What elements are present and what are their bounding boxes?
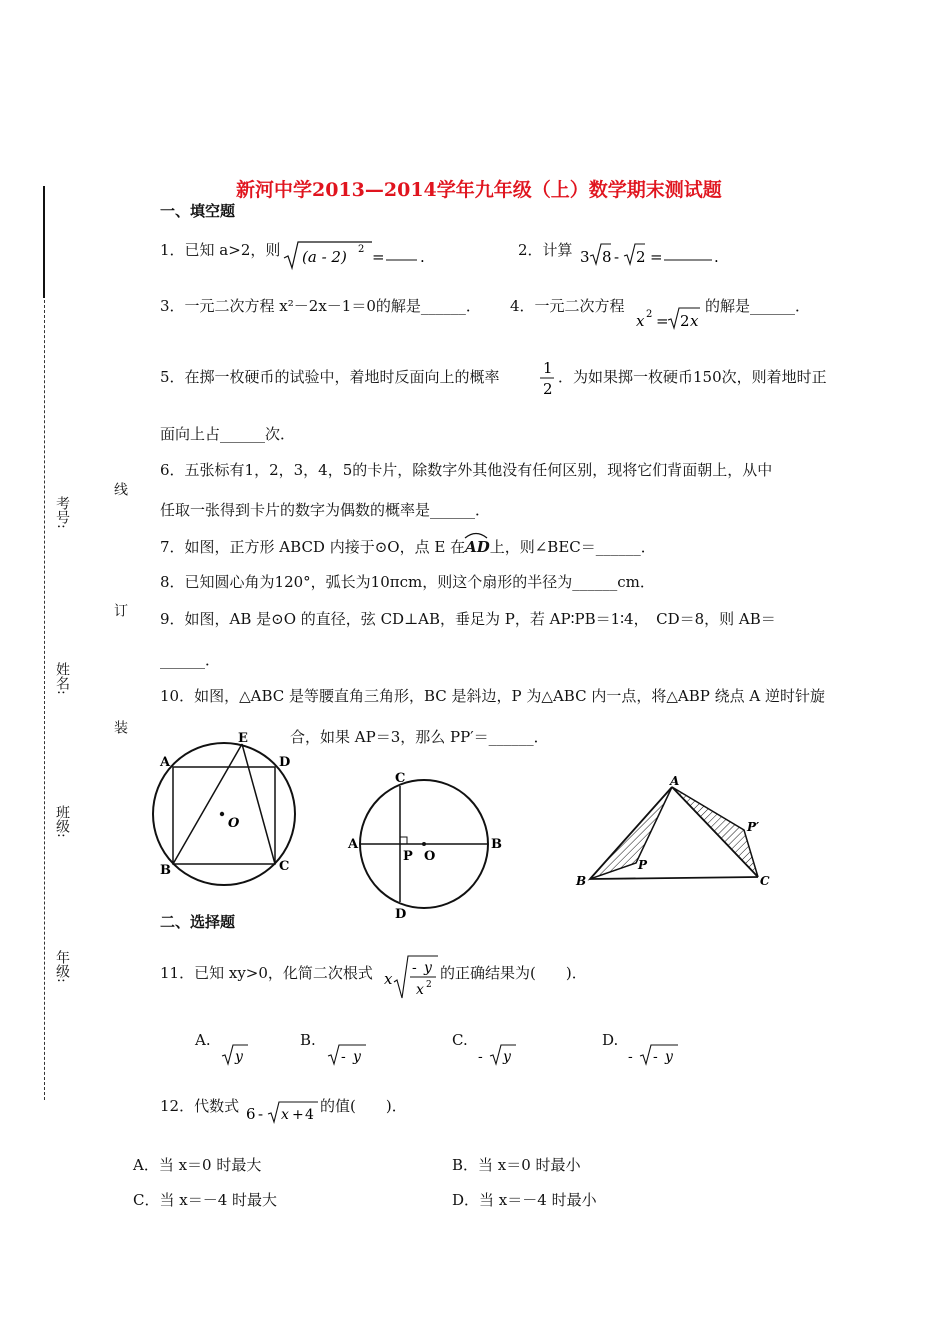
fig3-label-Pprime: P′	[747, 820, 760, 834]
svg-text:.: .	[714, 248, 719, 266]
binding-line-dashed	[44, 300, 45, 1100]
svg-text:-: -	[653, 1049, 658, 1065]
question-1-text: 1．已知 a>2，则	[160, 241, 281, 259]
question-11: 11．已知 xy>0，化简二次根式	[160, 964, 373, 982]
q11-option-c-expr	[476, 1042, 526, 1068]
svg-text:2: 2	[426, 980, 432, 990]
svg-text:2: 2	[646, 309, 653, 320]
fig2-label-P: P	[403, 849, 413, 864]
q12-option-c[interactable]: C．当 x＝－4 时最大	[133, 1191, 278, 1209]
question-1-radical	[282, 238, 432, 272]
question-7-text-b: 上，则∠BEC＝______．	[489, 538, 656, 556]
section-fill-heading: 一、填空题	[160, 202, 236, 220]
svg-text:4: 4	[305, 1107, 314, 1123]
svg-text:=: =	[372, 248, 385, 266]
svg-text:2: 2	[358, 244, 365, 255]
binding-mark-bind: 装	[112, 720, 128, 734]
q11-option-c-label[interactable]: C.	[452, 1031, 468, 1049]
label-grade: 年级:	[54, 950, 70, 983]
question-3: 3．一元二次方程 x²－2x－1＝0的解是______．	[160, 297, 481, 315]
svg-text:-: -	[258, 1105, 264, 1123]
question-12-expr	[244, 1098, 324, 1126]
question-5-line-1b: ．为如果掷一枚硬币150次，则着地时正	[558, 368, 827, 386]
question-5-line-1: 5．在掷一枚硬币的试验中，着地时反面向上的概率	[160, 368, 500, 386]
question-8: 8．已知圆心角为120°，弧长为10πcm，则这个扇形的半径为______cm．	[160, 573, 655, 591]
svg-text:x: x	[636, 312, 645, 330]
page-title: 新河中学2013—2014学年九年级（上）数学期末测试题	[236, 179, 722, 201]
question-1	[160, 240, 280, 260]
svg-text:-: -	[412, 960, 417, 976]
svg-text:-: -	[614, 248, 620, 266]
svg-text:2: 2	[680, 312, 690, 330]
figure-circle-chord	[345, 768, 505, 924]
binding-line-solid	[43, 186, 45, 298]
question-7	[160, 537, 656, 557]
q12-option-b[interactable]: B．当 x＝0 时最小	[452, 1156, 581, 1174]
svg-text:x: x	[690, 312, 699, 330]
svg-text:.: .	[420, 248, 425, 266]
svg-text:-: -	[341, 1049, 346, 1065]
q11-option-d-label[interactable]: D.	[602, 1031, 619, 1049]
question-11-tail: 的正确结果为( )．	[440, 964, 587, 982]
question-4-tail: 的解是______．	[705, 297, 811, 315]
figure-triangle-rotation	[572, 775, 782, 890]
fig2-label-C: C	[395, 771, 406, 786]
q11-option-a-expr	[220, 1042, 260, 1068]
svg-text:-: -	[478, 1049, 483, 1065]
q11-option-b-expr	[326, 1042, 376, 1068]
svg-text:x: x	[384, 970, 393, 988]
q12-option-d[interactable]: D．当 x＝－4 时最小	[452, 1191, 597, 1209]
svg-text:3: 3	[580, 248, 590, 266]
question-2: 2．计算	[518, 241, 573, 259]
question-12-tail: 的值( )．	[320, 1097, 407, 1115]
question-9-line-2: ______．	[160, 651, 221, 669]
question-4-equation	[634, 302, 704, 332]
fig3-label-B: B	[576, 874, 587, 888]
label-exam-number: 考号:	[54, 496, 70, 529]
svg-text:y: y	[665, 1049, 673, 1065]
svg-text:2: 2	[636, 248, 646, 266]
fig1-label-O: O	[228, 816, 240, 831]
fig2-label-O: O	[424, 849, 436, 864]
fig1-label-B: B	[160, 863, 171, 878]
fig1-label-D: D	[279, 755, 291, 770]
binding-mark-line: 线	[112, 482, 128, 496]
label-name: 姓名:	[54, 662, 70, 695]
svg-text:=: =	[650, 248, 663, 266]
question-7-text-a: 7．如图，正方形 ABCD 内接于⊙O，点 E 在	[160, 538, 466, 556]
svg-text:1: 1	[543, 359, 553, 377]
svg-text:y: y	[424, 960, 432, 976]
question-2-expr	[578, 240, 728, 270]
question-10-line-1: 10．如图，△ABC 是等腰直角三角形，BC 是斜边，P 为△ABC 内一点，将△ABP 绕点 A 逆时针旋	[160, 687, 825, 705]
q11-option-b-label[interactable]: B.	[300, 1031, 316, 1049]
fig2-label-A: A	[348, 837, 359, 852]
q11-option-d-expr	[626, 1042, 686, 1068]
svg-text:x: x	[416, 982, 424, 998]
question-5-fraction	[538, 357, 558, 397]
question-11-radical	[382, 952, 442, 1002]
svg-text:6: 6	[246, 1105, 256, 1123]
section-choice-heading: 二、选择题	[160, 913, 236, 931]
question-6-line-1: 6．五张标有1，2，3，4，5的卡片，除数字外其他没有任何区别，现将它们背面朝上，从中	[160, 461, 773, 479]
svg-text:-: -	[628, 1049, 633, 1065]
arc-symbol-icon	[463, 531, 489, 539]
svg-text:x: x	[281, 1107, 289, 1123]
fig1-label-E: E	[238, 731, 248, 746]
question-10-line-2: 合，如果 AP＝3，那么 PP′＝______．	[290, 728, 549, 746]
label-class: 班级:	[54, 805, 70, 838]
question-5-line-2: 面向上占______次．	[160, 425, 296, 443]
fig1-label-A: A	[160, 755, 171, 770]
fig1-label-C: C	[279, 859, 290, 874]
fig3-label-P: P	[638, 858, 648, 872]
svg-text:2: 2	[543, 380, 553, 397]
svg-text:+: +	[292, 1107, 304, 1123]
svg-text:8: 8	[602, 248, 612, 266]
q11-option-a-label[interactable]: A.	[195, 1031, 211, 1049]
svg-text:y: y	[353, 1049, 361, 1065]
question-6-line-2: 任取一张得到卡片的数字为偶数的概率是______．	[160, 501, 491, 519]
fig2-label-B: B	[491, 837, 502, 852]
figure-square-in-circle	[148, 730, 308, 890]
fig3-label-C: C	[760, 874, 770, 888]
q12-option-a[interactable]: A．当 x＝0 时最大	[133, 1156, 262, 1174]
binding-mark-stitch: 订	[112, 603, 128, 617]
question-1-expr: (a - 2)	[302, 248, 347, 266]
svg-text:y: y	[235, 1049, 243, 1065]
question-9-line-1: 9．如图，AB 是⊙O 的直径，弦 CD⊥AB，垂足为 P，若 AP∶PB＝1∶4， CD＝8，则 AB＝	[160, 610, 776, 628]
svg-text:y: y	[503, 1049, 511, 1065]
question-12: 12．代数式	[160, 1097, 240, 1115]
question-7-arc: AD	[465, 537, 490, 557]
question-4: 4．一元二次方程	[510, 297, 625, 315]
fig2-label-D: D	[395, 907, 407, 922]
fig3-label-A: A	[670, 775, 680, 788]
svg-text:=: =	[656, 312, 669, 330]
